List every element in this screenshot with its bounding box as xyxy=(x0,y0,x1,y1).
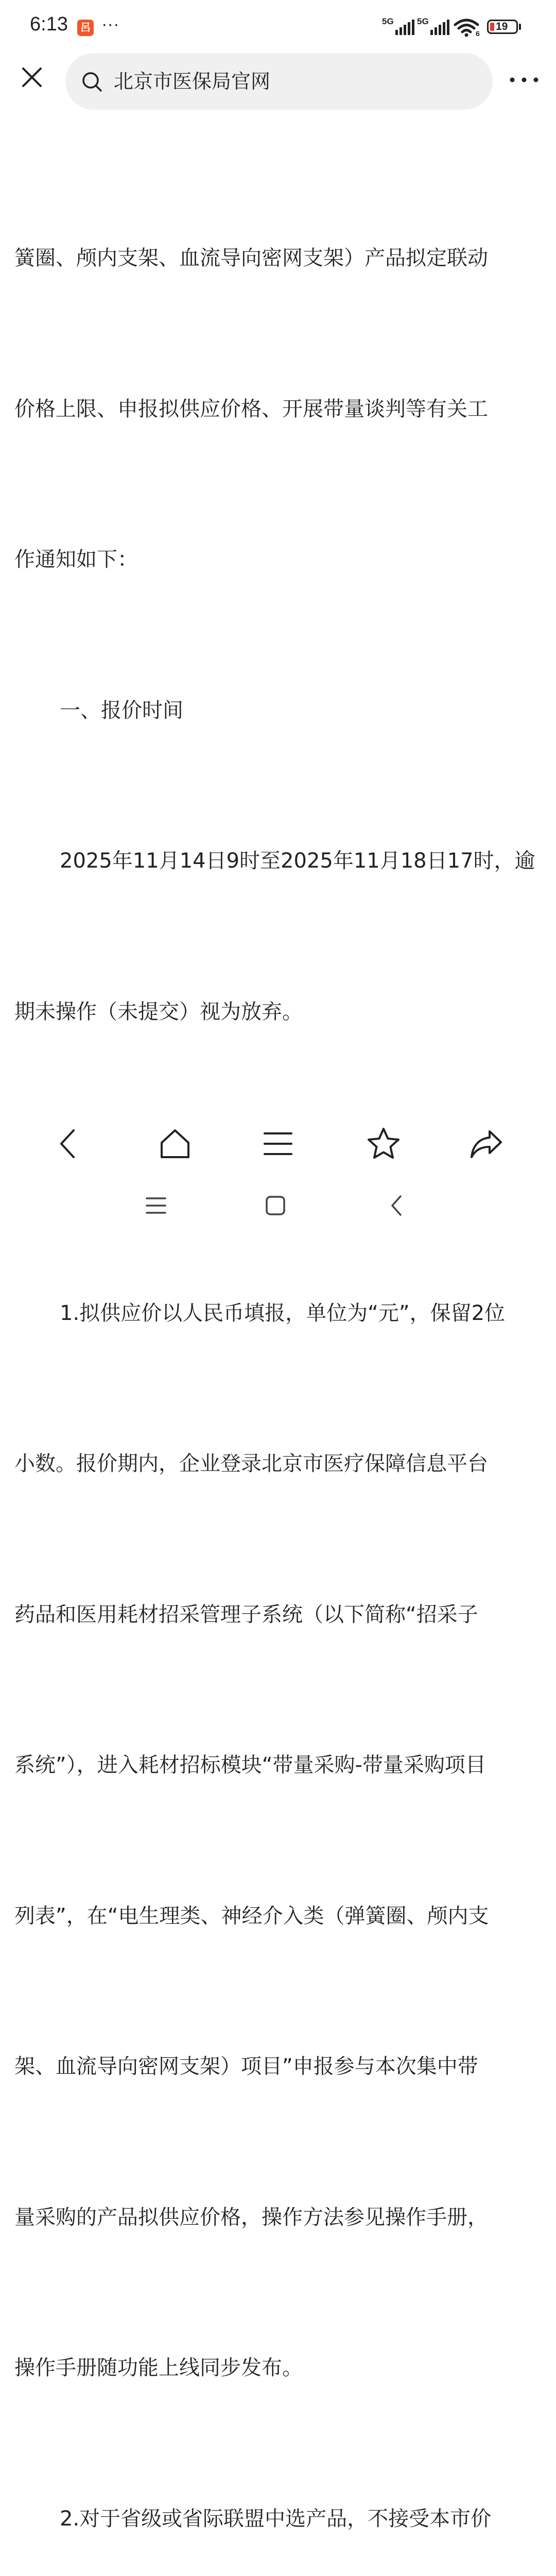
article-line: 2.对于省级或省际联盟中选产品，不接受本市价 xyxy=(60,2506,492,2531)
wifi-badge: 6 xyxy=(476,29,480,38)
battery-level: 19 xyxy=(496,21,508,32)
article-line: 作通知如下： xyxy=(14,548,138,571)
close-button[interactable] xyxy=(18,63,46,92)
signal-2-label: 5G xyxy=(417,16,429,26)
close-icon xyxy=(21,66,43,89)
battery-fill xyxy=(490,23,494,31)
search-icon xyxy=(81,71,103,93)
battery-cap xyxy=(519,24,521,30)
signal-1-label: 5G xyxy=(382,16,394,26)
article-line: 价格上限、申报拟供应价格、开展带量谈判等有关工 xyxy=(14,397,488,421)
article-line: 药品和医用耗材招采管理子系统（以下简称“招采子 xyxy=(14,1602,478,1626)
status-bar xyxy=(0,0,556,52)
article-line: 量采购的产品拟供应价格，操作方法参见操作手册， xyxy=(14,2205,488,2229)
article-body xyxy=(14,133,545,2576)
app-notification-icon: 呂 xyxy=(77,20,94,36)
share-icon xyxy=(469,1128,504,1159)
more-dots-icon xyxy=(509,76,540,83)
article-line: 1.拟供应价以人民币填报，单位为“元”，保留2位 xyxy=(60,1301,506,1325)
more-notifications-indicator: ··· xyxy=(102,16,120,35)
star-icon xyxy=(366,1127,401,1161)
more-options-button[interactable] xyxy=(503,67,545,93)
recents-button[interactable] xyxy=(138,1188,174,1224)
status-time: 6:13 xyxy=(30,13,68,35)
wifi-icon xyxy=(453,19,482,39)
article-line: 系统”），进入耗材招标模块“带量采购-带量采购项目 xyxy=(14,1753,486,1777)
section-heading: 一、报价时间 xyxy=(60,698,183,722)
home-button[interactable] xyxy=(154,1123,196,1164)
recents-icon xyxy=(145,1195,167,1216)
menu-button[interactable] xyxy=(257,1123,299,1164)
search-bar[interactable] xyxy=(65,53,493,110)
system-back-button[interactable] xyxy=(378,1188,414,1224)
back-chevron-icon xyxy=(386,1193,407,1218)
article-line: 架、血流导向密网支架）项目”申报参与本次集中带 xyxy=(14,2055,478,2078)
home-square-icon xyxy=(264,1194,287,1217)
menu-icon xyxy=(262,1129,294,1158)
bookmark-button[interactable] xyxy=(363,1123,404,1164)
search-query: 北京市医保局官网 xyxy=(114,70,271,93)
article-line: 簧圈、颅内支架、血流导向密网支架）产品拟定联动 xyxy=(14,246,488,270)
article-line: 2025年11月14日9时至2025年11月18日17时，逾 xyxy=(60,849,535,873)
article-line: 列表”，在“电生理类、神经介入类（弹簧圈、颅内支 xyxy=(14,1904,489,1928)
home-icon xyxy=(159,1127,192,1160)
system-home-button[interactable] xyxy=(257,1188,293,1224)
battery-icon xyxy=(487,20,518,34)
article-viewport[interactable] xyxy=(0,124,556,2531)
share-button[interactable] xyxy=(466,1123,507,1164)
back-icon xyxy=(55,1127,84,1160)
article-line: 期未操作（未提交）视为放弃。 xyxy=(14,999,303,1024)
back-button[interactable] xyxy=(49,1123,90,1164)
browser-toolbar xyxy=(0,1113,556,1172)
article-line: 小数。报价期内，企业登录北京市医疗保障信息平台 xyxy=(14,1452,488,1476)
article-line: 操作手册随功能上线同步发布。 xyxy=(14,2356,303,2380)
system-navigation-bar xyxy=(0,1172,556,1236)
